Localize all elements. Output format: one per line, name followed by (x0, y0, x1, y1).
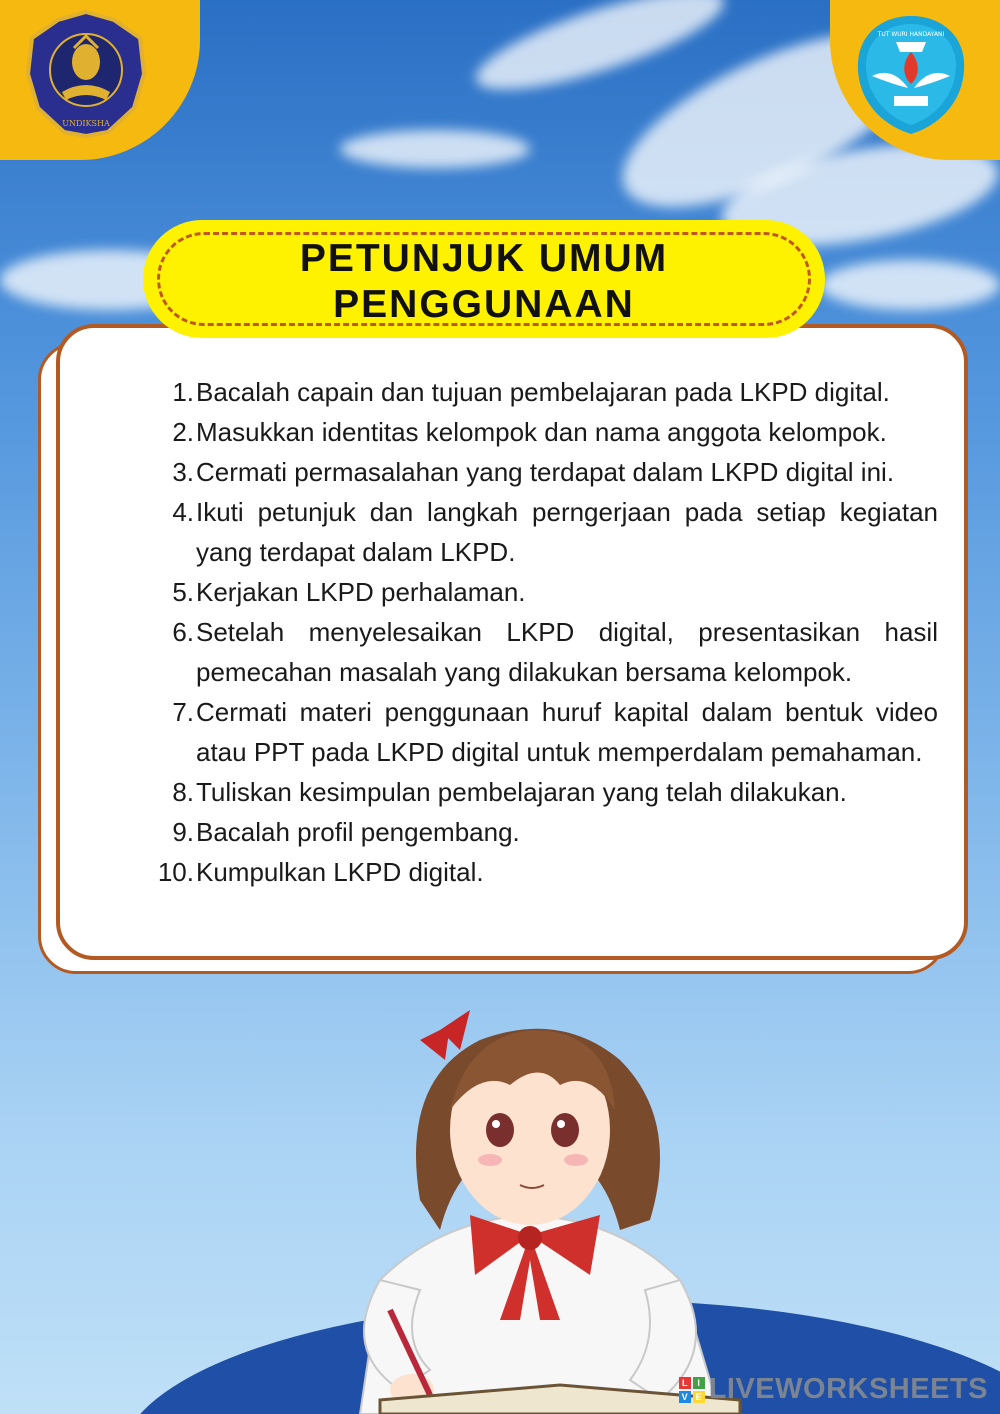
cloud (820, 260, 1000, 310)
item-number: 9. (172, 817, 194, 847)
item-number: 10. (157, 857, 194, 887)
watermark-letter: E (693, 1391, 705, 1403)
liveworksheets-logo-icon (679, 1377, 705, 1403)
item-number: 6. (172, 617, 194, 647)
list-item (140, 372, 938, 412)
list-item (140, 412, 938, 452)
watermark-letter: I (693, 1377, 705, 1389)
item-text: Masukkan identitas kelompok dan nama anggota kelompok. (196, 417, 887, 447)
cloud (467, 0, 733, 109)
item-number: 4. (172, 497, 194, 527)
item-number: 7. (172, 697, 194, 727)
svg-text:TUT WURI HANDAYANI: TUT WURI HANDAYANI (877, 31, 945, 38)
watermark-letter: V (679, 1391, 691, 1403)
item-number: 8. (172, 777, 194, 807)
item-number: 3. (172, 457, 194, 487)
watermark-letter: L (679, 1377, 691, 1389)
item-number: 5. (172, 577, 194, 607)
instructions-card (56, 324, 968, 960)
item-number: 2. (172, 417, 194, 447)
undiksha-logo (22, 8, 150, 145)
item-text: Bacalah capain dan tujuan pembelajaran pada LKPD digital. (196, 377, 890, 407)
item-text: Tuliskan kesimpulan pembelajaran yang telah dilakukan. (196, 777, 847, 807)
page-title (143, 236, 825, 328)
list-item (140, 612, 938, 692)
list-item (140, 452, 938, 492)
cloud (340, 130, 530, 168)
tut-wuri-handayani-logo (852, 12, 970, 143)
list-item (140, 492, 938, 572)
title-banner (143, 220, 825, 338)
liveworksheets-watermark (679, 1373, 988, 1406)
item-text: Ikuti petunjuk dan langkah perngerjaan pada setiap kegiatan yang terdapat dalam LKPD. (196, 497, 938, 567)
student-illustration (0, 990, 1000, 1414)
instructions-list (140, 372, 938, 892)
list-item (140, 572, 938, 612)
list-item (140, 812, 938, 852)
svg-text:UNDIKSHA: UNDIKSHA (62, 119, 110, 128)
item-number: 1. (172, 377, 194, 407)
list-item (140, 772, 938, 812)
watermark-text: LIVEWORKSHEETS (708, 1373, 988, 1405)
item-text: Cermati permasalahan yang terdapat dalam LKPD digital ini. (196, 457, 895, 487)
list-item (140, 852, 938, 892)
title-line-2: PENGGUNAAN (333, 283, 635, 326)
item-text: Cermati materi penggunaan huruf kapital dalam bentuk video atau PPT pada LKPD digital untuk memperdalam pemahaman. (196, 697, 938, 767)
item-text: Kumpulkan LKPD digital. (196, 857, 484, 887)
item-text: Setelah menyelesaikan LKPD digital, presentasikan hasil pemecahan masalah yang dilakukan bersama kelompok. (196, 617, 938, 687)
title-line-1: PETUNJUK UMUM (299, 237, 669, 280)
item-text: Bacalah profil pengembang. (196, 817, 520, 847)
item-text: Kerjakan LKPD perhalaman. (196, 577, 526, 607)
list-item (140, 692, 938, 772)
